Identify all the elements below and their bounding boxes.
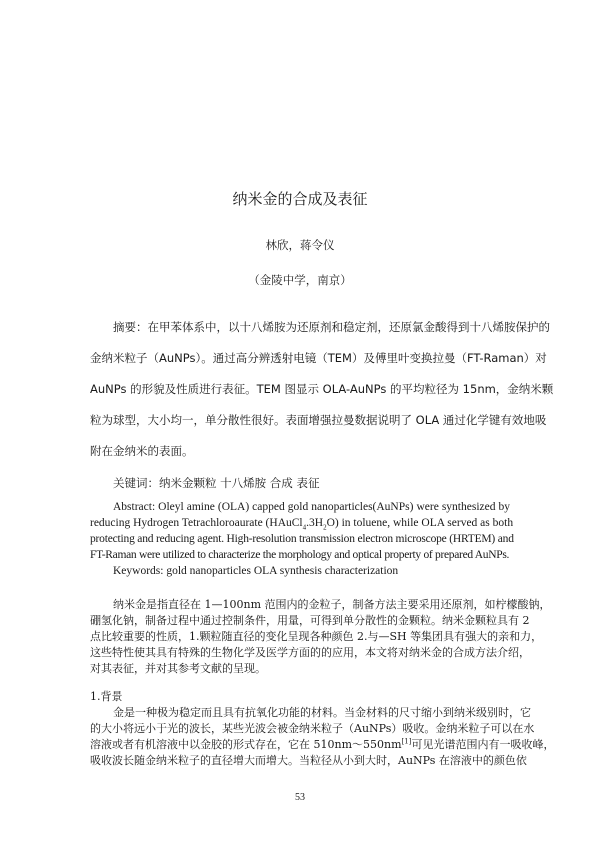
- intro-line: 点比较重要的性质，1.颗粒随直径的变化呈现各种颜色 2.与—SH 等集团具有强大的亲和力，: [90, 630, 543, 643]
- subscript: 4: [302, 523, 307, 532]
- text: .3H: [306, 517, 324, 529]
- intro-line: 纳米金是指直径在 1—100nm 范围内的金粒子，制备方法主要采用还原剂，如柠檬酸钠，: [113, 598, 551, 611]
- abstract-en-line: FT-Raman were utilized to characterize the morphology and optical property of prepared AuNPs.: [90, 549, 510, 561]
- section-line: 的大小将远小于光的波长，某些光波会被金纳米粒子（AuNPs）吸收。金纳米粒子可以在水: [90, 722, 535, 735]
- paper-title: 纳米金的合成及表征: [232, 190, 368, 208]
- intro-line: 硼氢化钠，制备过程中通过控制条件，用量，可得到单分散性的金颗粒。纳米金颗粒具有 2: [90, 614, 530, 627]
- citation: [1]: [401, 737, 412, 746]
- abstract-en-line: protecting and reducing agent. High-resolution transmission electron microscope (HRTEM) and: [90, 533, 514, 545]
- text: 溶液或者有机溶液中以金胶的形式存在，它在 510nm～550nm: [90, 738, 402, 751]
- intro-line: 这些特性使其具有特殊的生物化学及医学方面的的应用，本文将对纳米金的合成方法介绍，: [90, 646, 530, 659]
- section-line: 金是一种极为稳定而且具有抗氧化功能的材料。当金材料的尺寸缩小到纳米级别时，它: [113, 706, 531, 719]
- abstract-en-line: Abstract: Oleyl amine (OLA) capped gold nanoparticles(AuNPs) were synthesized by: [113, 501, 510, 513]
- intro-line: 对其表征，并对其参考文献的呈现。: [90, 662, 266, 675]
- abstract-cn-line: 金纳米粒子（AuNPs）。通过高分辨透射电镜（TEM）及傅里叶变换拉曼（FT-Raman）对: [90, 351, 547, 365]
- text: O) in toluene, while OLA served as both: [326, 517, 514, 529]
- abstract-cn-line: 摘要：在甲苯体系中，以十八烯胺为还原剂和稳定剂，还原氯金酸得到十八烯胺保护的: [113, 320, 550, 334]
- keywords-en: Keywords: gold nanoparticles OLA synthesis characterization: [113, 565, 399, 577]
- authors: 林欣，蒋令仪: [265, 238, 335, 252]
- section-line: [90, 737, 555, 753]
- section-line: 吸收波长随金纳米粒子的直径增大而增大。当粒径从小到大时，AuNPs 在溶液中的颜色依: [90, 754, 527, 767]
- section-heading: 1.背景: [90, 690, 123, 703]
- subscript: 2: [323, 523, 327, 532]
- abstract-en-line: [90, 515, 514, 532]
- abstract-cn-line: 粒为球型，大小均一，单分散性很好。表面增强拉曼数据说明了 OLA 通过化学键有效地吸: [90, 413, 547, 427]
- page-number: 53: [295, 792, 305, 803]
- abstract-cn-line: 附在金纳米的表面。: [90, 444, 194, 458]
- text: reducing Hydrogen Tetrachloroaurate (HAuCl: [90, 517, 303, 529]
- affiliation: （金陵中学，南京）: [248, 273, 352, 287]
- text: 可见光谱范围内有一吸收峰，: [411, 738, 555, 751]
- abstract-cn-line: AuNPs 的形貌及性质进行表征。TEM 图显示 OLA-AuNPs 的平均粒径为 15nm，金纳米颗: [90, 382, 554, 396]
- keywords-cn: 关键词：纳米金颗粒 十八烯胺 合成 表征: [113, 476, 320, 490]
